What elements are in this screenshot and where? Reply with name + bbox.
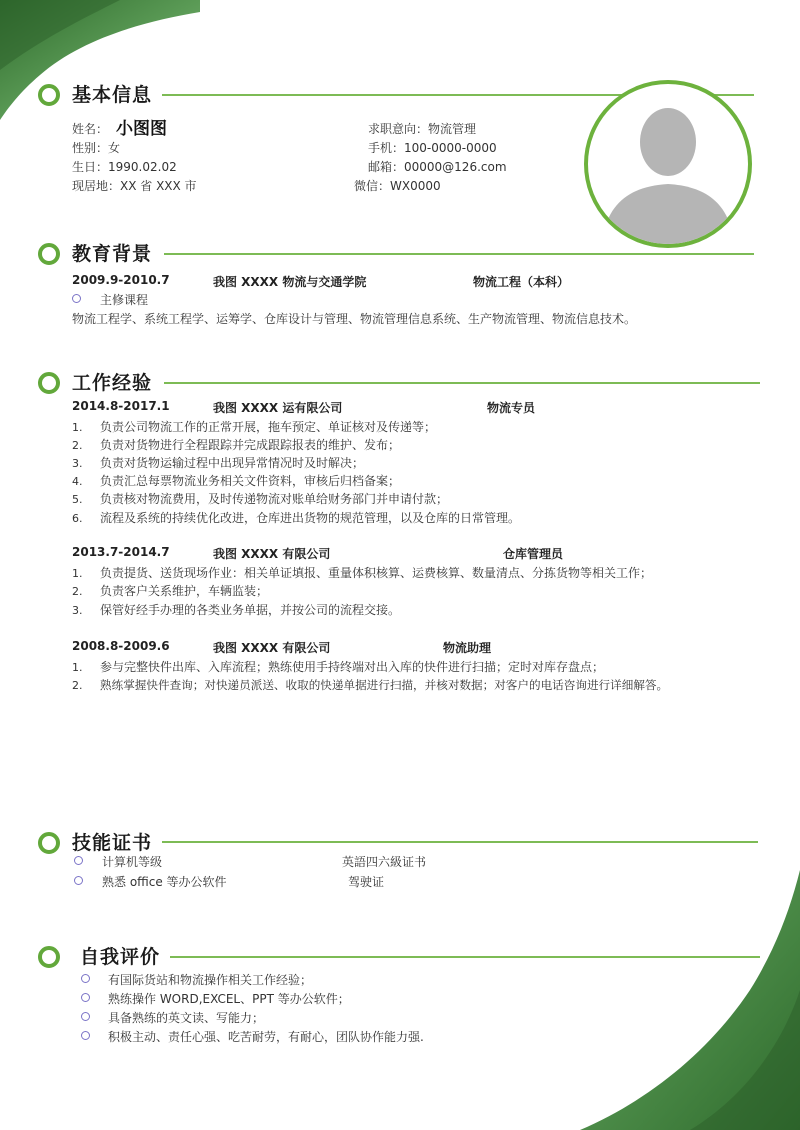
candidate-name: 小图图 — [116, 119, 167, 139]
job-period: 2008.8-2009.6 — [72, 639, 170, 653]
section-divider — [164, 382, 760, 384]
job-intent-field: 求职意向：物流管理 — [368, 122, 477, 136]
job-duty: 4. 负责汇总每票物流业务相关文件资料，审核后归档备案； — [72, 474, 401, 488]
list-bullet — [81, 974, 90, 983]
edu-courses: 物流工程学、系统工程学、运筹学、仓库设计与管理、物流管理信息系统、生产物流管理、物流信息技术。 — [72, 312, 637, 326]
job-period: 2013.7-2014.7 — [72, 545, 170, 559]
list-bullet — [72, 294, 81, 303]
job-duty: 5. 负责核对物流费用，及时传递物流对账单给财务部门并申请付款； — [72, 492, 449, 506]
list-bullet — [81, 1012, 90, 1021]
section-divider — [170, 956, 760, 958]
self-eval-item: 有国际货站和物流操作相关工作经验； — [108, 973, 313, 987]
job-duty: 1. 参与完整快件出库、入库流程；熟练使用手持终端对出入库的快件进行扫描；定时对库存盘点； — [72, 660, 605, 674]
job-position: 仓库管理员 — [503, 547, 564, 561]
job-duty: 2. 熟练掌握快件查询；对快递员派送、收取的快递单据进行扫描，并核对数据；对客户的电话咨询进行详细解答。 — [72, 678, 669, 692]
edu-period: 2009.9-2010.7 — [72, 273, 170, 287]
section-marker-ring — [38, 372, 60, 394]
section-title-skills: 技能证书 — [72, 832, 153, 854]
section-title-basic-info: 基本信息 — [72, 84, 153, 106]
section-title-work: 工作经验 — [72, 372, 153, 394]
job-duty: 2. 负责对货物进行全程跟踪并完成跟踪报表的维护、发布； — [72, 438, 401, 452]
gender-field: 性别：女 — [72, 141, 121, 155]
skill-item: 驾驶证 — [348, 875, 385, 889]
section-marker-ring — [38, 84, 60, 106]
section-divider — [164, 253, 754, 255]
section-divider — [162, 841, 758, 843]
job-duty: 3. 保管好经手办理的各类业务单据，并按公司的流程交接。 — [72, 603, 401, 617]
email-field: 邮箱：00000@126.com — [368, 160, 507, 174]
job-duty: 2. 负责客户关系维护，车辆监装； — [72, 584, 269, 598]
job-duty: 1. 负责提货、送货现场作业：相关单证填报、重量体积核算、运费核算、数量清点、分拣货物等相关工作； — [72, 566, 653, 580]
section-marker-ring — [38, 243, 60, 265]
job-company: 我图 XXXX 有限公司 — [213, 547, 331, 561]
self-eval-item: 具备熟练的英文读、写能力； — [108, 1011, 265, 1025]
job-company: 我图 XXXX 有限公司 — [213, 641, 331, 655]
phone-field: 手机：100-0000-0000 — [368, 141, 497, 155]
address-field: 现居地：XX 省 XXX 市 — [72, 179, 197, 193]
section-marker-ring — [38, 946, 60, 968]
job-duty: 6. 流程及系统的持续优化改进，仓库进出货物的规范管理，以及仓库的日常管理。 — [72, 511, 521, 525]
avatar-silhouette-icon — [588, 84, 748, 244]
job-position: 物流专员 — [487, 401, 536, 415]
section-title-self-evaluation: 自我评价 — [80, 946, 161, 968]
job-duty: 1. 负责公司物流工作的正常开展，拖车预定、单证核对及传递等； — [72, 420, 437, 434]
edu-course-label: 主修课程 — [100, 293, 149, 307]
list-bullet — [74, 856, 83, 865]
skill-item: 英語四六級证书 — [342, 855, 427, 869]
job-duty: 3. 负责对货物运输过程中出现异常情况时及时解决； — [72, 456, 365, 470]
edu-school: 我图 XXXX 物流与交通学院 — [213, 275, 367, 289]
job-company: 我图 XXXX 运有限公司 — [213, 401, 343, 415]
job-period: 2014.8-2017.1 — [72, 399, 170, 413]
wechat-field: 微信：WX0000 — [354, 179, 441, 193]
profile-photo — [584, 80, 752, 248]
self-eval-item: 积极主动、责任心强、吃苦耐劳，有耐心，团队协作能力强. — [108, 1030, 424, 1044]
bottom-right-green-decoration — [540, 870, 800, 1130]
job-position: 物流助理 — [443, 641, 492, 655]
top-left-green-decoration — [0, 0, 200, 140]
list-bullet — [74, 876, 83, 885]
skill-item: 计算机等级 — [102, 855, 163, 869]
name-label: 姓名： — [72, 122, 109, 136]
edu-major: 物流工程（本科） — [473, 275, 570, 289]
self-eval-item: 熟练操作 WORD,EXCEL、PPT 等办公软件； — [108, 992, 350, 1006]
section-marker-ring — [38, 832, 60, 854]
skill-item: 熟悉 office 等办公软件 — [102, 875, 227, 889]
birth-field: 生日：1990.02.02 — [72, 160, 177, 174]
list-bullet — [81, 993, 90, 1002]
section-title-education: 教育背景 — [72, 243, 153, 265]
list-bullet — [81, 1031, 90, 1040]
